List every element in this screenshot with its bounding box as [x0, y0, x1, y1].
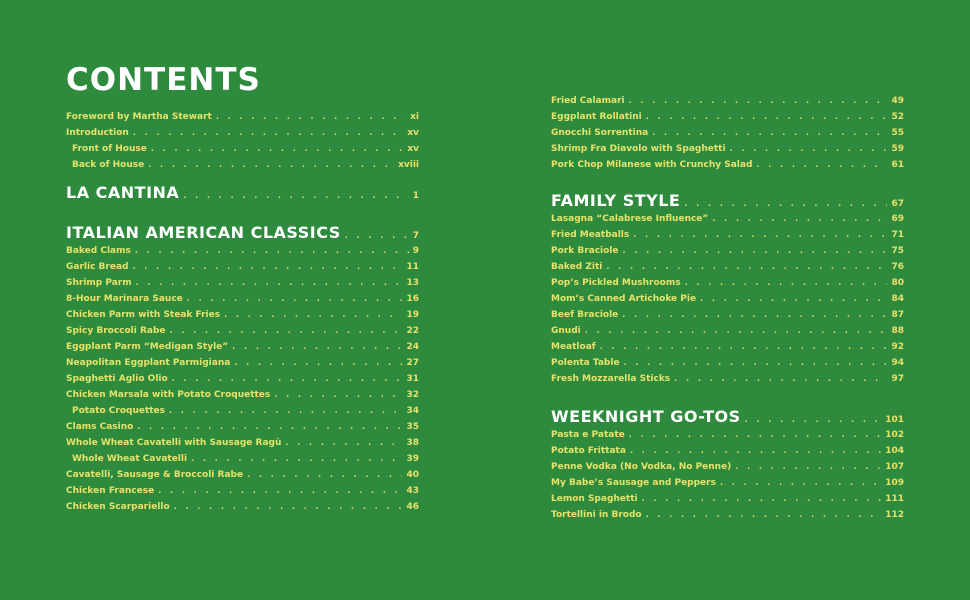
entry-title: Beef Braciole [551, 310, 619, 320]
dot-leader [730, 141, 888, 157]
dot-leader [224, 307, 402, 323]
toc-entry[interactable] [66, 339, 419, 355]
page-number: xv [407, 128, 419, 138]
left-column [66, 109, 419, 515]
toc-entry[interactable] [66, 307, 419, 323]
dot-leader [700, 291, 887, 307]
continued-list [551, 93, 904, 173]
dot-leader [674, 371, 887, 387]
entry-title: Fried Calamari [551, 96, 625, 106]
dot-leader [623, 243, 888, 259]
entry-title: Spaghetti Aglio Olio [66, 374, 168, 384]
entry-title: Clams Casino [66, 422, 134, 432]
family-style-list [551, 211, 904, 387]
page-number: 94 [891, 358, 904, 368]
dot-leader [629, 427, 881, 443]
toc-entry[interactable] [66, 499, 419, 515]
toc-entry[interactable] [551, 323, 904, 339]
toc-entry[interactable] [66, 435, 419, 451]
dot-leader [135, 243, 409, 259]
page-number: 9 [412, 246, 419, 256]
dot-leader [624, 355, 888, 371]
entry-title: Chicken Marsala with Potato Croquettes [66, 390, 271, 400]
page-number: 32 [406, 390, 419, 400]
entry-title: Mom’s Canned Artichoke Pie [551, 294, 697, 304]
page-number: 71 [891, 230, 904, 240]
toc-entry[interactable] [551, 109, 904, 125]
entry-title: Lasagna “Calabrese Influence” [551, 214, 709, 224]
dot-leader [183, 176, 408, 216]
toc-entry[interactable] [551, 291, 904, 307]
page-number: 38 [406, 438, 419, 448]
dot-leader [633, 227, 887, 243]
section-la-cantina[interactable] [66, 173, 419, 213]
toc-entry[interactable] [66, 371, 419, 387]
entry-title: Eggplant Rollatini [551, 112, 642, 122]
entry-title: Pasta e Patate [551, 430, 625, 440]
toc-entry[interactable] [66, 387, 419, 403]
toc-entry[interactable] [551, 259, 904, 275]
toc-entry[interactable] [551, 275, 904, 291]
italian-american-list [66, 243, 419, 515]
entry-title: Baked Ziti [551, 262, 603, 272]
page-number: 27 [406, 358, 419, 368]
dot-leader [646, 109, 888, 125]
page-number: 112 [885, 510, 904, 520]
dot-leader [174, 499, 403, 515]
toc-entry[interactable] [551, 211, 904, 227]
entry-title: Back of House [72, 160, 145, 170]
page-number: 69 [891, 214, 904, 224]
dot-leader [630, 443, 881, 459]
page-number: 24 [406, 342, 419, 352]
toc-entry[interactable] [66, 403, 419, 419]
dot-leader [187, 291, 403, 307]
dot-leader [137, 419, 402, 435]
page-number: 40 [406, 470, 419, 480]
toc-entry[interactable] [551, 243, 904, 259]
entry-title: Shrimp Fra Diavolo with Spaghetti [551, 144, 726, 154]
page-number: 87 [891, 310, 904, 320]
toc-entry[interactable] [551, 227, 904, 243]
toc-entry[interactable] [551, 491, 904, 507]
page-number: 22 [406, 326, 419, 336]
page-number: 104 [885, 446, 904, 456]
dot-leader [642, 491, 882, 507]
page-number: 43 [406, 486, 419, 496]
dot-leader [133, 125, 403, 141]
dot-leader [136, 275, 403, 291]
dot-leader [646, 507, 882, 523]
toc-entry[interactable] [551, 355, 904, 371]
entry-title: Pork Braciole [551, 246, 619, 256]
front-matter-list [66, 109, 419, 173]
toc-entry[interactable] [551, 443, 904, 459]
page-number: 109 [885, 478, 904, 488]
page-number: 52 [891, 112, 904, 122]
dot-leader [712, 211, 887, 227]
entry-title: Polenta Table [551, 358, 620, 368]
entry-title: 8-Hour Marinara Sauce [66, 294, 183, 304]
section-title: ITALIAN AMERICAN CLASSICS [66, 223, 341, 242]
page-number: 34 [406, 406, 419, 416]
dot-leader [232, 339, 402, 355]
page-number: 102 [885, 430, 904, 440]
entry-title: Whole Wheat Cavatelli [72, 454, 188, 464]
page-number: 101 [885, 415, 904, 425]
entry-title: Whole Wheat Cavatelli with Sausage Ragù [66, 438, 282, 448]
toc-entry[interactable] [66, 419, 419, 435]
page-number: xviii [398, 160, 419, 170]
toc-entry[interactable] [66, 467, 419, 483]
dot-leader [285, 435, 402, 451]
dot-leader [652, 125, 887, 141]
entry-title: Penne Vodka (No Vodka, No Penne) [551, 462, 732, 472]
page-number: 7 [412, 231, 419, 241]
page-number: 1 [412, 191, 419, 201]
entry-title: Gnocchi Sorrentina [551, 128, 649, 138]
entry-title: Front of House [72, 144, 147, 154]
toc-entry[interactable] [551, 93, 904, 109]
entry-title: Baked Clams [66, 246, 131, 256]
entry-title: My Babe’s Sausage and Peppers [551, 478, 716, 488]
page-title: CONTENTS [66, 62, 261, 98]
toc-entry[interactable] [551, 339, 904, 355]
entry-title: Neapolitan Eggplant Parmigiana [66, 358, 231, 368]
page-number: 46 [406, 502, 419, 512]
page-number: 92 [891, 342, 904, 352]
page-number: 39 [406, 454, 419, 464]
page-number: xi [410, 112, 419, 122]
toc-entry[interactable] [66, 259, 419, 275]
toc-entry[interactable] [66, 275, 419, 291]
dot-leader [170, 323, 403, 339]
right-column [551, 93, 904, 523]
page-number: 19 [406, 310, 419, 320]
dot-leader [172, 371, 403, 387]
page-number: 16 [406, 294, 419, 304]
toc-entry[interactable] [66, 141, 419, 157]
toc-entry[interactable] [66, 157, 419, 173]
page-number: 84 [891, 294, 904, 304]
dot-leader [622, 307, 887, 323]
dot-leader [158, 483, 402, 499]
entry-title: Fresh Mozzarella Sticks [551, 374, 671, 384]
page-number: 11 [406, 262, 419, 272]
toc-entry[interactable] [66, 125, 419, 141]
entry-title: Introduction [66, 128, 129, 138]
entry-title: Meatloaf [551, 342, 596, 352]
page-number: 88 [891, 326, 904, 336]
entry-title: Potato Frittata [551, 446, 626, 456]
dot-leader [685, 275, 888, 291]
toc-entry[interactable] [66, 109, 419, 125]
dot-leader [148, 157, 394, 173]
page-number: 75 [891, 246, 904, 256]
entry-title: Fried Meatballs [551, 230, 630, 240]
dot-leader [234, 355, 402, 371]
page-number: 55 [891, 128, 904, 138]
dot-leader [585, 323, 888, 339]
entry-title: Chicken Francese [66, 486, 155, 496]
dot-leader [735, 459, 881, 475]
page-number: 35 [406, 422, 419, 432]
entry-title: Pop’s Pickled Mushrooms [551, 278, 681, 288]
section-title: WEEKNIGHT GO-TOS [551, 407, 741, 426]
page-number: 107 [885, 462, 904, 472]
page-number: 80 [891, 278, 904, 288]
page-number: 76 [891, 262, 904, 272]
entry-title: Shrimp Parm [66, 278, 132, 288]
toc-entry[interactable] [66, 291, 419, 307]
page-number: 31 [406, 374, 419, 384]
page-number: 13 [406, 278, 419, 288]
toc-entry[interactable] [551, 307, 904, 323]
toc-entry[interactable] [551, 125, 904, 141]
page-number: 49 [891, 96, 904, 106]
entry-title: Cavatelli, Sausage & Broccoli Rabe [66, 470, 244, 480]
dot-leader [216, 109, 406, 125]
toc-entry[interactable] [551, 141, 904, 157]
toc-entry[interactable] [551, 157, 904, 173]
toc-entry[interactable] [66, 323, 419, 339]
toc-entry[interactable] [66, 243, 419, 259]
dot-leader [629, 93, 888, 109]
dot-leader [169, 403, 402, 419]
page-number: 67 [891, 199, 904, 209]
toc-entry[interactable] [551, 371, 904, 387]
page-number: 61 [891, 160, 904, 170]
dot-leader [606, 259, 887, 275]
dot-leader [151, 141, 403, 157]
page-number: xv [407, 144, 419, 154]
entry-title: Chicken Parm with Steak Fries [66, 310, 221, 320]
entry-title: Tortellini in Brodo [551, 510, 642, 520]
entry-title: Chicken Scarpariello [66, 502, 170, 512]
dot-leader [191, 451, 402, 467]
page-number: 111 [885, 494, 904, 504]
page-number: 97 [891, 374, 904, 384]
dot-leader [756, 157, 887, 173]
entry-title: Spicy Broccoli Rabe [66, 326, 166, 336]
toc-entry[interactable] [551, 427, 904, 443]
toc-entry[interactable] [551, 475, 904, 491]
toc-entry[interactable] [551, 507, 904, 523]
entry-title: Eggplant Parm “Medigan Style” [66, 342, 229, 352]
entry-title: Pork Chop Milanese with Crunchy Salad [551, 160, 753, 170]
entry-title: Lemon Spaghetti [551, 494, 638, 504]
section-title: LA CANTINA [66, 183, 180, 202]
dot-leader [600, 339, 888, 355]
entry-title: Foreword by Martha Stewart [66, 112, 212, 122]
weeknight-list [551, 427, 904, 523]
toc-entry[interactable] [551, 459, 904, 475]
entry-title: Garlic Bread [66, 262, 129, 272]
entry-title: Gnudi [551, 326, 581, 336]
toc-entry[interactable] [66, 483, 419, 499]
dot-leader [720, 475, 881, 491]
toc-entry[interactable] [66, 451, 419, 467]
toc-entry[interactable] [66, 355, 419, 371]
dot-leader [132, 259, 402, 275]
dot-leader [247, 467, 402, 483]
page-number: 59 [891, 144, 904, 154]
section-title: FAMILY STYLE [551, 191, 681, 210]
dot-leader [274, 387, 402, 403]
entry-title: Potato Croquettes [72, 406, 166, 416]
